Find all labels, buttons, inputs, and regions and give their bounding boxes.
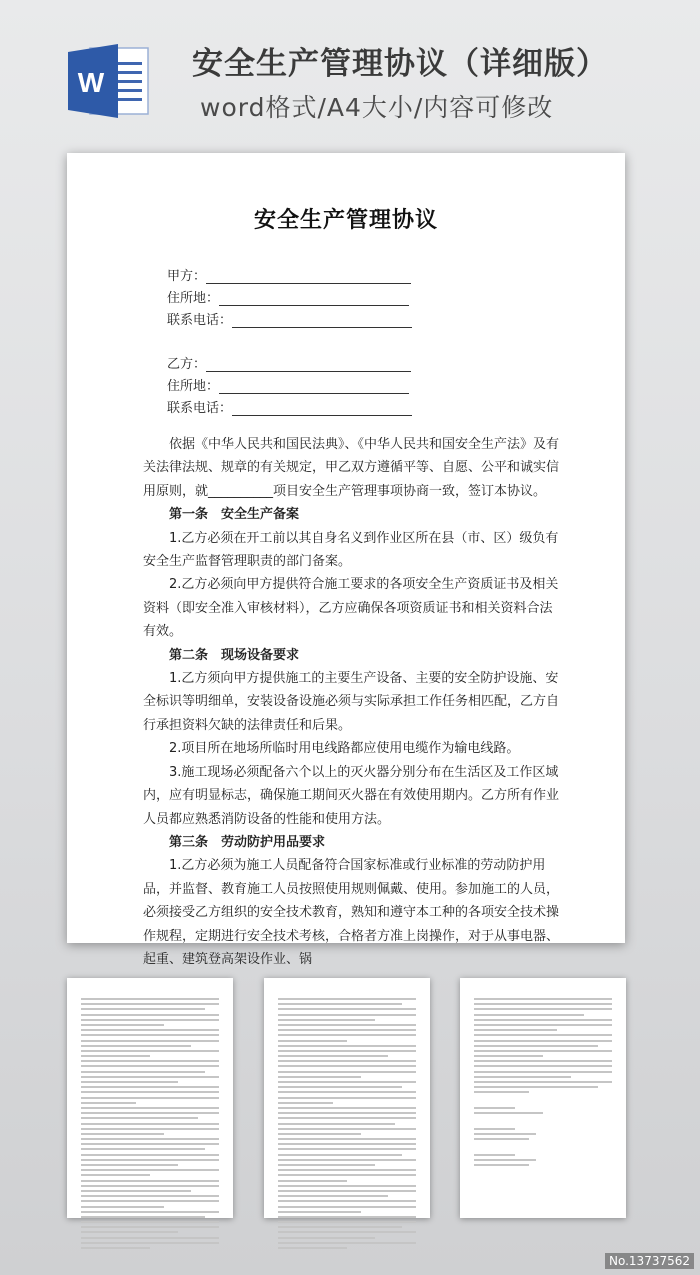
thumbnail-text-line <box>81 1045 191 1047</box>
party-b-phone-field: 联系电话： <box>167 397 412 416</box>
thumbnail-text-line <box>474 1050 612 1052</box>
party-a-phone-field: 联系电话： <box>167 309 412 328</box>
thumbnail-text-line <box>81 1050 219 1052</box>
thumbnail-text-line <box>474 1034 612 1036</box>
thumbnail-text-line <box>278 1024 416 1026</box>
thumbnail-text-line <box>278 1180 347 1182</box>
thumbnail-text-line <box>81 1159 219 1161</box>
thumbnail-text-line <box>278 1133 361 1135</box>
paragraph: 2.项目所在地场所临时用电线路都应使用电缆作为输电线路。 <box>169 741 520 757</box>
party-a-name-field: 甲方： <box>167 265 411 284</box>
page-thumbnail-2[interactable] <box>264 978 430 1218</box>
thumbnail-text-line <box>278 998 416 1000</box>
thumbnail-text-line <box>81 1060 219 1062</box>
thumbnail-lines <box>278 998 416 1252</box>
party-b-name-field: 乙方： <box>167 353 411 372</box>
thumbnail-text-line <box>474 1040 612 1042</box>
thumbnail-text-line <box>81 1040 219 1042</box>
svg-text:W: W <box>77 67 105 98</box>
thumbnail-text-line <box>81 1097 219 1099</box>
thumbnail-text-line <box>81 1226 219 1228</box>
thumbnail-text-line <box>81 1185 219 1187</box>
thumbnail-text-line <box>474 1128 515 1130</box>
page-thumbnail-1[interactable] <box>67 978 233 1218</box>
thumbnail-text-line <box>278 1211 361 1213</box>
thumbnail-text-line <box>81 1076 219 1078</box>
thumbnail-text-line <box>474 1045 598 1047</box>
thumbnail-text-line <box>474 1055 543 1057</box>
thumbnail-text-line <box>81 1143 219 1145</box>
thumbnail-text-line <box>474 1019 612 1021</box>
thumbnail-text-line <box>81 1169 219 1171</box>
thumbnail-text-line <box>474 1065 612 1067</box>
thumbnail-text-line <box>81 1086 219 1088</box>
thumbnail-text-line <box>474 1112 543 1114</box>
thumbnail-text-line <box>81 1003 219 1005</box>
thumbnail-text-line <box>278 1169 416 1171</box>
thumbnail-text-line <box>474 1107 515 1109</box>
thumbnail-text-line <box>278 1065 416 1067</box>
thumbnail-text-line <box>474 1081 612 1083</box>
thumbnail-text-line <box>278 1107 416 1109</box>
thumbnail-text-line <box>474 1159 536 1161</box>
paragraph: 2.乙方必须向甲方提供符合施工要求的各项安全生产资质证书及相关资料（即安全准入审核材料），乙方应确保各项资质证书和相关资料合法有效。 <box>143 577 559 640</box>
thumbnail-text-line <box>81 1019 219 1021</box>
thumbnail-text-line <box>81 1024 164 1026</box>
party-b-address-field: 住所地： <box>167 375 409 394</box>
thumbnail-text-line <box>278 1060 416 1062</box>
thumbnail-text-line <box>278 1221 416 1223</box>
thumbnail-text-line <box>278 1164 375 1166</box>
thumbnail-text-line <box>81 1081 178 1083</box>
thumbnail-text-line <box>278 1231 416 1233</box>
thumbnail-text-line <box>81 1029 219 1031</box>
thumbnail-text-line <box>278 1195 388 1197</box>
thumbnail-text-line <box>278 1200 416 1202</box>
thumbnail-text-line <box>474 1071 612 1073</box>
thumbnail-text-line <box>278 1076 361 1078</box>
thumbnail-text-line <box>278 1206 416 1208</box>
thumbnail-text-line <box>81 1174 150 1176</box>
paragraph: 3.施工现场必须配备六个以上的灭火器分别分布在生活区及工作区域内，应有明显标志，确保施工期间灭火器在有效使用期内。乙方所有作业人员都应熟悉消防设备的性能和使用方法。 <box>143 764 560 827</box>
thumbnail-text-line <box>278 1071 416 1073</box>
page-subtitle: word格式/A4大小/内容可修改 <box>200 93 554 122</box>
thumbnail-text-line <box>474 1154 515 1156</box>
thumbnail-text-line <box>278 1029 416 1031</box>
thumbnail-lines <box>474 998 612 1252</box>
thumbnail-text-line <box>278 1055 388 1057</box>
page-title: 安全生产管理协议（详细版） <box>192 46 608 82</box>
document-body <box>143 433 563 971</box>
thumbnail-text-line <box>278 1128 416 1130</box>
thumbnail-text-line <box>81 1180 219 1182</box>
thumbnail-text-line <box>278 1143 416 1145</box>
thumbnail-text-line <box>278 1019 375 1021</box>
thumbnail-text-line <box>474 1133 536 1135</box>
thumbnail-text-line <box>81 1133 164 1135</box>
thumbnail-text-line <box>81 1195 219 1197</box>
thumbnail-text-line <box>474 998 612 1000</box>
thumbnail-lines <box>81 998 219 1252</box>
thumbnail-text-line <box>278 1008 416 1010</box>
thumbnail-text-line <box>81 1123 219 1125</box>
thumbnail-text-line <box>278 1123 395 1125</box>
word-icon <box>68 42 150 120</box>
paragraph: 1.乙方必须在开工前以其自身名义到作业区所在县（市、区）级负有安全生产监督管理职责的部门备案。 <box>143 530 559 570</box>
thumbnail-text-line <box>81 1055 150 1057</box>
thumbnail-text-line <box>278 1102 333 1104</box>
thumbnail-text-line <box>81 998 219 1000</box>
thumbnail-text-line <box>278 1247 347 1249</box>
thumbnail-text-line <box>474 1086 598 1088</box>
thumbnail-text-line <box>81 1237 219 1239</box>
thumbnail-text-line <box>81 1211 219 1213</box>
watermark-id: No.13737562 <box>605 1253 694 1269</box>
thumbnail-text-line <box>278 1154 402 1156</box>
thumbnail-text-line <box>474 1138 529 1140</box>
document-title: 安全生产管理协议 <box>253 207 438 233</box>
thumbnail-text-line <box>81 1221 219 1223</box>
thumbnail-text-line <box>81 1112 219 1114</box>
thumbnail-text-line <box>278 1138 416 1140</box>
thumbnail-text-line <box>474 1060 612 1062</box>
thumbnail-text-line <box>278 1014 416 1016</box>
thumbnail-text-line <box>81 1206 164 1208</box>
thumbnail-text-line <box>474 1014 584 1016</box>
thumbnail-text-line <box>81 1091 219 1093</box>
thumbnail-text-line <box>278 1112 416 1114</box>
thumbnail-text-line <box>474 1029 557 1031</box>
thumbnail-text-line <box>81 1190 191 1192</box>
document-page <box>67 153 625 967</box>
thumbnail-text-line <box>474 1003 612 1005</box>
header <box>0 0 700 140</box>
section-heading: 第三条 劳动防护用品要求 <box>169 834 326 850</box>
thumbnail-text-line <box>81 1242 219 1244</box>
thumbnail-text-line <box>81 1117 198 1119</box>
thumbnail-text-line <box>81 1148 205 1150</box>
thumbnail-text-line <box>278 1081 416 1083</box>
thumbnail-text-line <box>81 1065 219 1067</box>
thumbnail-text-line <box>474 1076 571 1078</box>
thumbnail-text-line <box>81 1200 219 1202</box>
thumbnail-text-line <box>278 1040 347 1042</box>
thumbnail-text-line <box>474 1091 529 1093</box>
thumbnail-text-line <box>81 1008 205 1010</box>
thumbnail-text-line <box>81 1164 178 1166</box>
thumbnail-text-line <box>81 1107 219 1109</box>
thumbnail-text-line <box>474 1164 529 1166</box>
thumbnail-text-line <box>278 1226 402 1228</box>
thumbnail-text-line <box>81 1014 219 1016</box>
paragraph: 1.乙方必须为施工人员配备符合国家标准或行业标准的劳动防护用品，并监督、教育施工人员按照使用规则佩戴、使用。参加施工的人员，必须接受乙方组织的安全技术教育，熟知和遵守本工种的各项安全技术操作规程，定期进行安全技术考核，合格者方准上岗操作，对于从事电器、起重、建筑登高架设作业、锅 <box>143 858 560 967</box>
thumbnail-text-line <box>278 1185 416 1187</box>
thumbnail-text-line <box>278 1216 416 1218</box>
thumbnail-text-line <box>278 1190 416 1192</box>
thumbnail-text-line <box>278 1237 375 1239</box>
party-a-address-field: 住所地： <box>167 287 409 306</box>
thumbnail-text-line <box>278 1086 402 1088</box>
thumbnail-text-line <box>81 1216 205 1218</box>
thumbnail-text-line <box>278 1148 416 1150</box>
thumbnail-text-line <box>278 1117 416 1119</box>
thumbnail-text-line <box>278 1045 416 1047</box>
thumbnail-text-line <box>81 1102 136 1104</box>
thumbnail-text-line <box>278 1091 416 1093</box>
thumbnail-text-line <box>278 1174 416 1176</box>
thumbnail-text-line <box>278 1050 416 1052</box>
thumbnail-text-line <box>278 1159 416 1161</box>
paragraph: 依据《中华人民共和国民法典》、《中华人民共和国安全生产法》及有关法律法规、规章的有关规定，甲乙双方遵循平等、自愿、公平和诚实信用原则，就__________项目安全生产管理事项协商一致，签订本协议。 <box>143 437 560 499</box>
section-heading: 第二条 现场设备要求 <box>169 647 300 663</box>
thumbnail-text-line <box>278 1034 416 1036</box>
section-heading: 第一条 安全生产备案 <box>169 507 300 523</box>
page-thumbnail-3[interactable] <box>460 978 626 1218</box>
thumbnail-text-line <box>81 1138 219 1140</box>
thumbnail-text-line <box>81 1247 150 1249</box>
thumbnail-text-line <box>278 1097 416 1099</box>
paragraph: 1.乙方须向甲方提供施工的主要生产设备、主要的安全防护设施、安全标识等明细单，安装设备设施必须与实际承担工作任务相匹配，乙方自行承担资料欠缺的法律责任和后果。 <box>143 671 560 733</box>
thumbnail-text-line <box>474 1008 612 1010</box>
thumbnail-text-line <box>81 1128 219 1130</box>
thumbnail-text-line <box>81 1071 205 1073</box>
thumbnail-text-line <box>278 1003 402 1005</box>
thumbnail-text-line <box>81 1154 219 1156</box>
thumbnail-text-line <box>278 1242 416 1244</box>
thumbnail-text-line <box>474 1024 612 1026</box>
thumbnail-text-line <box>81 1231 178 1233</box>
thumbnail-text-line <box>81 1034 219 1036</box>
